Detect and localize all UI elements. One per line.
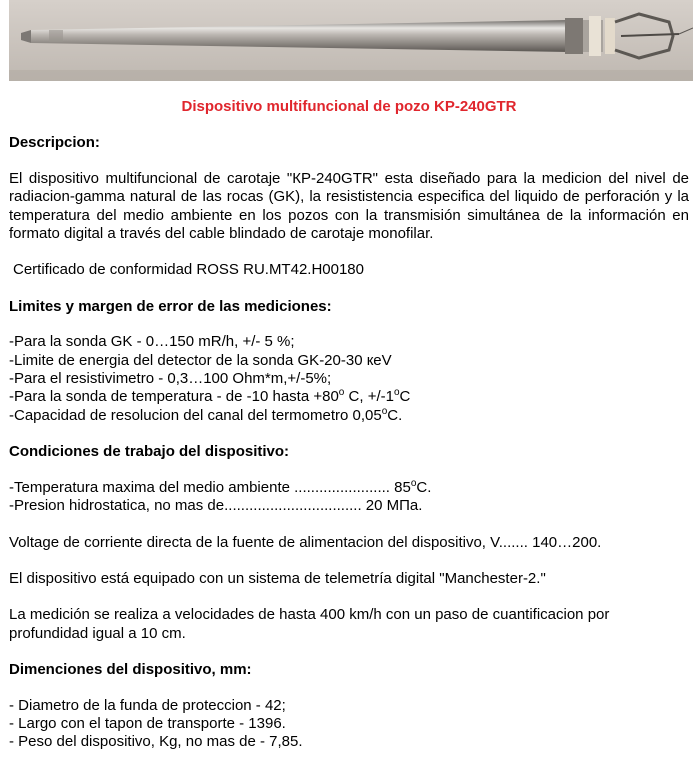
degree-mark: o (381, 405, 388, 417)
descripcion-text: El dispositivo multifuncional de carotaje "КР-240GTR" esta diseñado para la medicion del nivel de radiacion-gamma natural de las rocas (GK), la resististencia especifica del liquido de perforación y la temperatura del medio ambiente en los pozos con la transmisión simultánea de la información en formato digital a través del cable blindado de carotaje monofilar. (9, 169, 689, 243)
certificado-text: Certificado de conformidad ROSS RU.MT42.H00180 (13, 261, 364, 279)
list-item: - Largo con el tapon de transporte - 1396. (9, 714, 286, 732)
dimensiones-list (9, 697, 689, 752)
voltaje-text: Voltage de corriente directa de la fuente de alimentacion del dispositivo, V....... 140…200. (9, 533, 602, 551)
descripcion-heading: Descripcion: (9, 134, 100, 152)
limites-list (9, 333, 689, 425)
degree-mark: o (393, 387, 400, 399)
list-item-text: C, +/-1 (344, 388, 394, 406)
list-item (9, 479, 689, 497)
degree-mark: o (338, 387, 345, 399)
list-item-text: -Para la sonda de temperatura - de -10 hasta +80 (9, 388, 339, 406)
list-item-text: C (399, 388, 411, 406)
dimensiones-heading: Dimenciones del dispositivo, mm: (9, 661, 252, 679)
document-body (9, 94, 689, 770)
list-item: - Diametro de la funda de proteccion - 42; (9, 696, 286, 714)
list-item: - Peso del dispositivo, Kg, no mas de - 7,85. (9, 733, 303, 751)
borehole-tool-illustration (9, 0, 693, 81)
page-title: Dispositivo multifuncional de pozo KP-240GTR (181, 98, 517, 115)
list-item: -Para la sonda GK - 0…150 mR/h, +/- 5 %; (9, 333, 295, 351)
list-item (9, 407, 689, 425)
list-item: -Limite de energia del detector de la sonda GK-20-30 кeV (9, 351, 392, 369)
degree-mark: o (410, 477, 417, 489)
list-item (9, 388, 689, 406)
condiciones-list (9, 479, 689, 516)
condiciones-heading: Condiciones de trabajo del dispositivo: (9, 443, 290, 461)
list-item-text: C. (387, 406, 403, 424)
device-photo (9, 0, 693, 81)
list-item-text: -Temperatura maxima del medio ambiente ....................... 85 (9, 478, 411, 496)
list-item-text: -Capacidad de resolucion del canal del termometro 0,05 (9, 406, 382, 424)
medicion-text: La medición se realiza a velocidades de hasta 400 km/h con un paso de cuantificacion por profundidad igual a 10 cm. (9, 606, 610, 642)
list-item: -Presion hidrostatica, no mas de................................. 20 MПa. (9, 497, 423, 515)
list-item-text: C. (416, 478, 432, 496)
limites-heading: Limites y margen de error de las mediciones: (9, 297, 332, 315)
telemetria-text: El dispositivo está equipado con un sistema de telemetría digital "Manchester-2." (9, 569, 546, 587)
list-item: -Para el resistivimetro - 0,3…100 Ohm*m,+/-5%; (9, 370, 332, 388)
